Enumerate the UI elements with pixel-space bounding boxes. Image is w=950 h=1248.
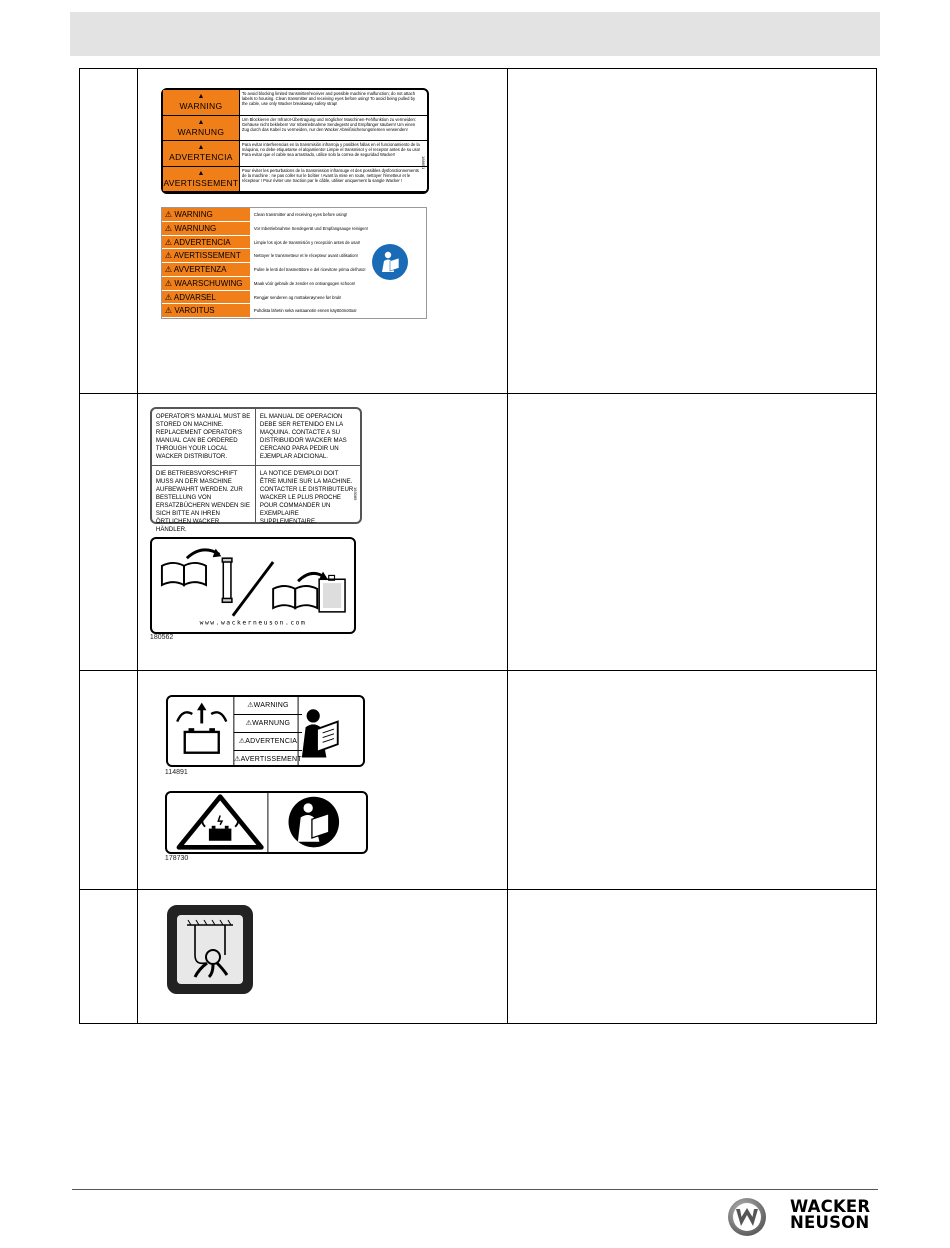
signal-word: ⚠WARNUNG	[234, 715, 302, 733]
decal-part-number: 163085	[352, 487, 358, 501]
warning-text: Rengjør senderen og mottakerøynene før bruk!	[253, 294, 342, 300]
warning-text: Nettoyer le transmetteur et le récepteur avant utilisation!	[253, 253, 358, 259]
signal-word: ⚠ WARNING	[162, 208, 250, 222]
signal-word: ⚠AVERTISSEMENT	[234, 756, 302, 763]
decal-part-number: 178730	[164, 855, 189, 862]
warning-text: Limpie los ojos de transmisión y recepción antes de usar!	[253, 239, 361, 245]
warning-triangle-icon: ▲	[197, 169, 205, 177]
signal-word: ⚠WARNING	[234, 697, 302, 715]
signal-word: ⚠ADVERTENCIA	[234, 733, 302, 751]
decal-table	[79, 68, 877, 1024]
description-cell	[508, 890, 877, 1024]
decal-part-number: 180562	[149, 634, 174, 641]
description-cell	[508, 394, 877, 671]
warning-text: Um Blockieren der Infrarot-Übertragung und möglicher Maschinen-Fehlfunktion zu vermeiden: Gehäuse nicht bekleben! Vor Inbetriebnahme Sendegerät und Empfänger säubern! Um einen Zug durch das Kabel zu vermeiden, nur den Wacker Abreißsicherungsriemen verwenden!	[241, 116, 417, 132]
warning-triangle-icon: ▲	[197, 144, 205, 152]
image-cell	[137, 69, 508, 394]
battery-hazard-decal	[165, 791, 368, 854]
read-manual-icon	[372, 244, 408, 280]
warning-text: Maak vóór gebruik de zender en ontvangogen schoon!	[253, 280, 356, 286]
warning-decal-stacked	[161, 88, 429, 194]
explosion-hazard-icon	[179, 797, 261, 848]
warning-text: Pulire le lenti del trasmettitore e del ricevitore prima dell'uso!	[253, 267, 366, 272]
table-row	[80, 671, 877, 890]
image-cell	[137, 394, 508, 671]
ref-cell	[80, 890, 138, 1024]
brand-line-1: WACKER	[790, 1197, 871, 1216]
signal-word: ⚠ WARNUNG	[162, 222, 250, 236]
manual-storage-pictogram	[150, 537, 356, 634]
signal-word: WARNING	[179, 101, 223, 112]
table-row	[80, 394, 877, 671]
signal-word: ⚠ AVVERTENZA	[162, 263, 250, 277]
lifting-point-decal	[167, 905, 253, 994]
document-holder-icon	[319, 575, 345, 611]
ref-cell	[80, 69, 138, 394]
battery-gas-icon	[177, 703, 226, 753]
table-row	[80, 890, 877, 1024]
decal-part-number: 168651	[420, 156, 426, 170]
brand-line-2: NEUSON	[790, 1213, 870, 1232]
ref-cell	[80, 671, 138, 890]
image-cell	[137, 890, 508, 1024]
image-cell	[137, 671, 508, 890]
warning-text: Vor Inbetriebnahme Sendegerät und Empfangsauge reinigen!	[253, 225, 368, 231]
manual-text-es: EL MANUAL DE OPERACION DEBE SER RETENIDO EN LA MAQUINA. CONTACTE A SU DISTRIBUIDOR WACKER MAS CERCANO PARA PEDIR UN EJEMPLAR ADICIONAL.	[256, 409, 360, 466]
manual-text-de: DIE BETRIEBSVORSCHRIFT MUSS AN DER MASCHINE AUFBEWAHRT WERDEN. ZUR BESTELLUNG VON ERSATZBÜCHERN WENDEN SIE SICH BITTE AN IHREN ÖRTLICHEN WACKER HÄNDLER.	[152, 466, 256, 523]
warning-text: Pour éviter les perturbations de la transmission infrarouge et des possibles dysfonctionnements de la machine : ne pas coller sur le boîtier ! Avant la mise en route, nettoyer l'émetteur et le récepteur ! Pour éviter une traction par le câble, utiliser uniquement la sangle Wacker !	[241, 167, 419, 183]
lifting-hook-icon	[177, 915, 243, 984]
manual-storage-decal	[150, 407, 362, 533]
table-row	[80, 69, 877, 394]
footer-rule	[72, 1189, 878, 1190]
warning-triangle-icon: ▲	[197, 118, 205, 126]
read-manual-icon	[288, 797, 339, 848]
warning-text: Clean transmitter and receiving eyes before using!	[253, 212, 348, 217]
header-band	[70, 12, 880, 56]
ref-cell	[80, 394, 138, 671]
warning-triangle-icon: ▲	[197, 93, 205, 101]
battery-warning-decal	[166, 695, 365, 767]
signal-word: ⚠ WAARSCHUWING	[162, 277, 250, 291]
signal-word: ⚠ AVERTISSEMENT	[162, 249, 250, 263]
manual-tube-icon	[222, 558, 232, 602]
read-manual-icon	[302, 709, 338, 757]
description-cell	[508, 671, 877, 890]
signal-word: ⚠ ADVARSEL	[162, 291, 250, 305]
decal-part-number: 114891	[164, 769, 188, 776]
description-cell	[508, 69, 877, 394]
website-url: www.wackerneuson.com	[199, 619, 307, 627]
warning-text: To avoid blocking limited transmitter/receiver and possible machine malfunction; do not attach labels to housing. Clean transmitter and receiving eyes before using! To avoid being pulled by the cable, use only Wacker breakaway safety strap!	[241, 91, 416, 106]
signal-word: ADVERTENCIA	[169, 152, 233, 163]
brand-wordmark	[790, 1199, 870, 1231]
warning-text: Puhdista lähetin sekä vastaanotin ennen käyttöönottoa!	[253, 308, 357, 314]
manual-text-fr: LA NOTICE D'EMPLOI DOIT ÊTRE MUNIE SUR LA MACHINE. CONTACTER LE DISTRIBUTEUR WACKER LE PLUS PROCHE POUR COMMANDER UN EXEMPLAIRE SUPPLEMENTAIRE.	[259, 469, 354, 525]
signal-word: AVERTISSEMENT	[163, 177, 239, 188]
book-icon	[273, 586, 317, 608]
signal-word: WARNUNG	[177, 126, 225, 137]
warning-decal-multilanguage	[161, 207, 427, 319]
book-icon	[162, 563, 206, 585]
manual-text-en: OPERATOR'S MANUAL MUST BE STORED ON MACHINE. REPLACEMENT OPERATOR'S MANUAL CAN BE ORDERED THROUGH YOUR LOCAL WACKER DISTRIBUTOR.	[152, 409, 256, 466]
signal-word: ⚠ VAROITUS	[162, 304, 250, 318]
warning-text: Para evitar interferencias en la transmisión infrarroja y posibles fallas en el funcionamiento de la máquina, no debe etiquetarse el alojamiento! Limpie el transmisor y el receptor antes de su uso! Para evitar que el cable sea arrastrado, utilice solo la correa de seguridad Wacker!	[241, 142, 421, 157]
signal-word: ⚠ ADVERTENCIA	[162, 236, 250, 250]
